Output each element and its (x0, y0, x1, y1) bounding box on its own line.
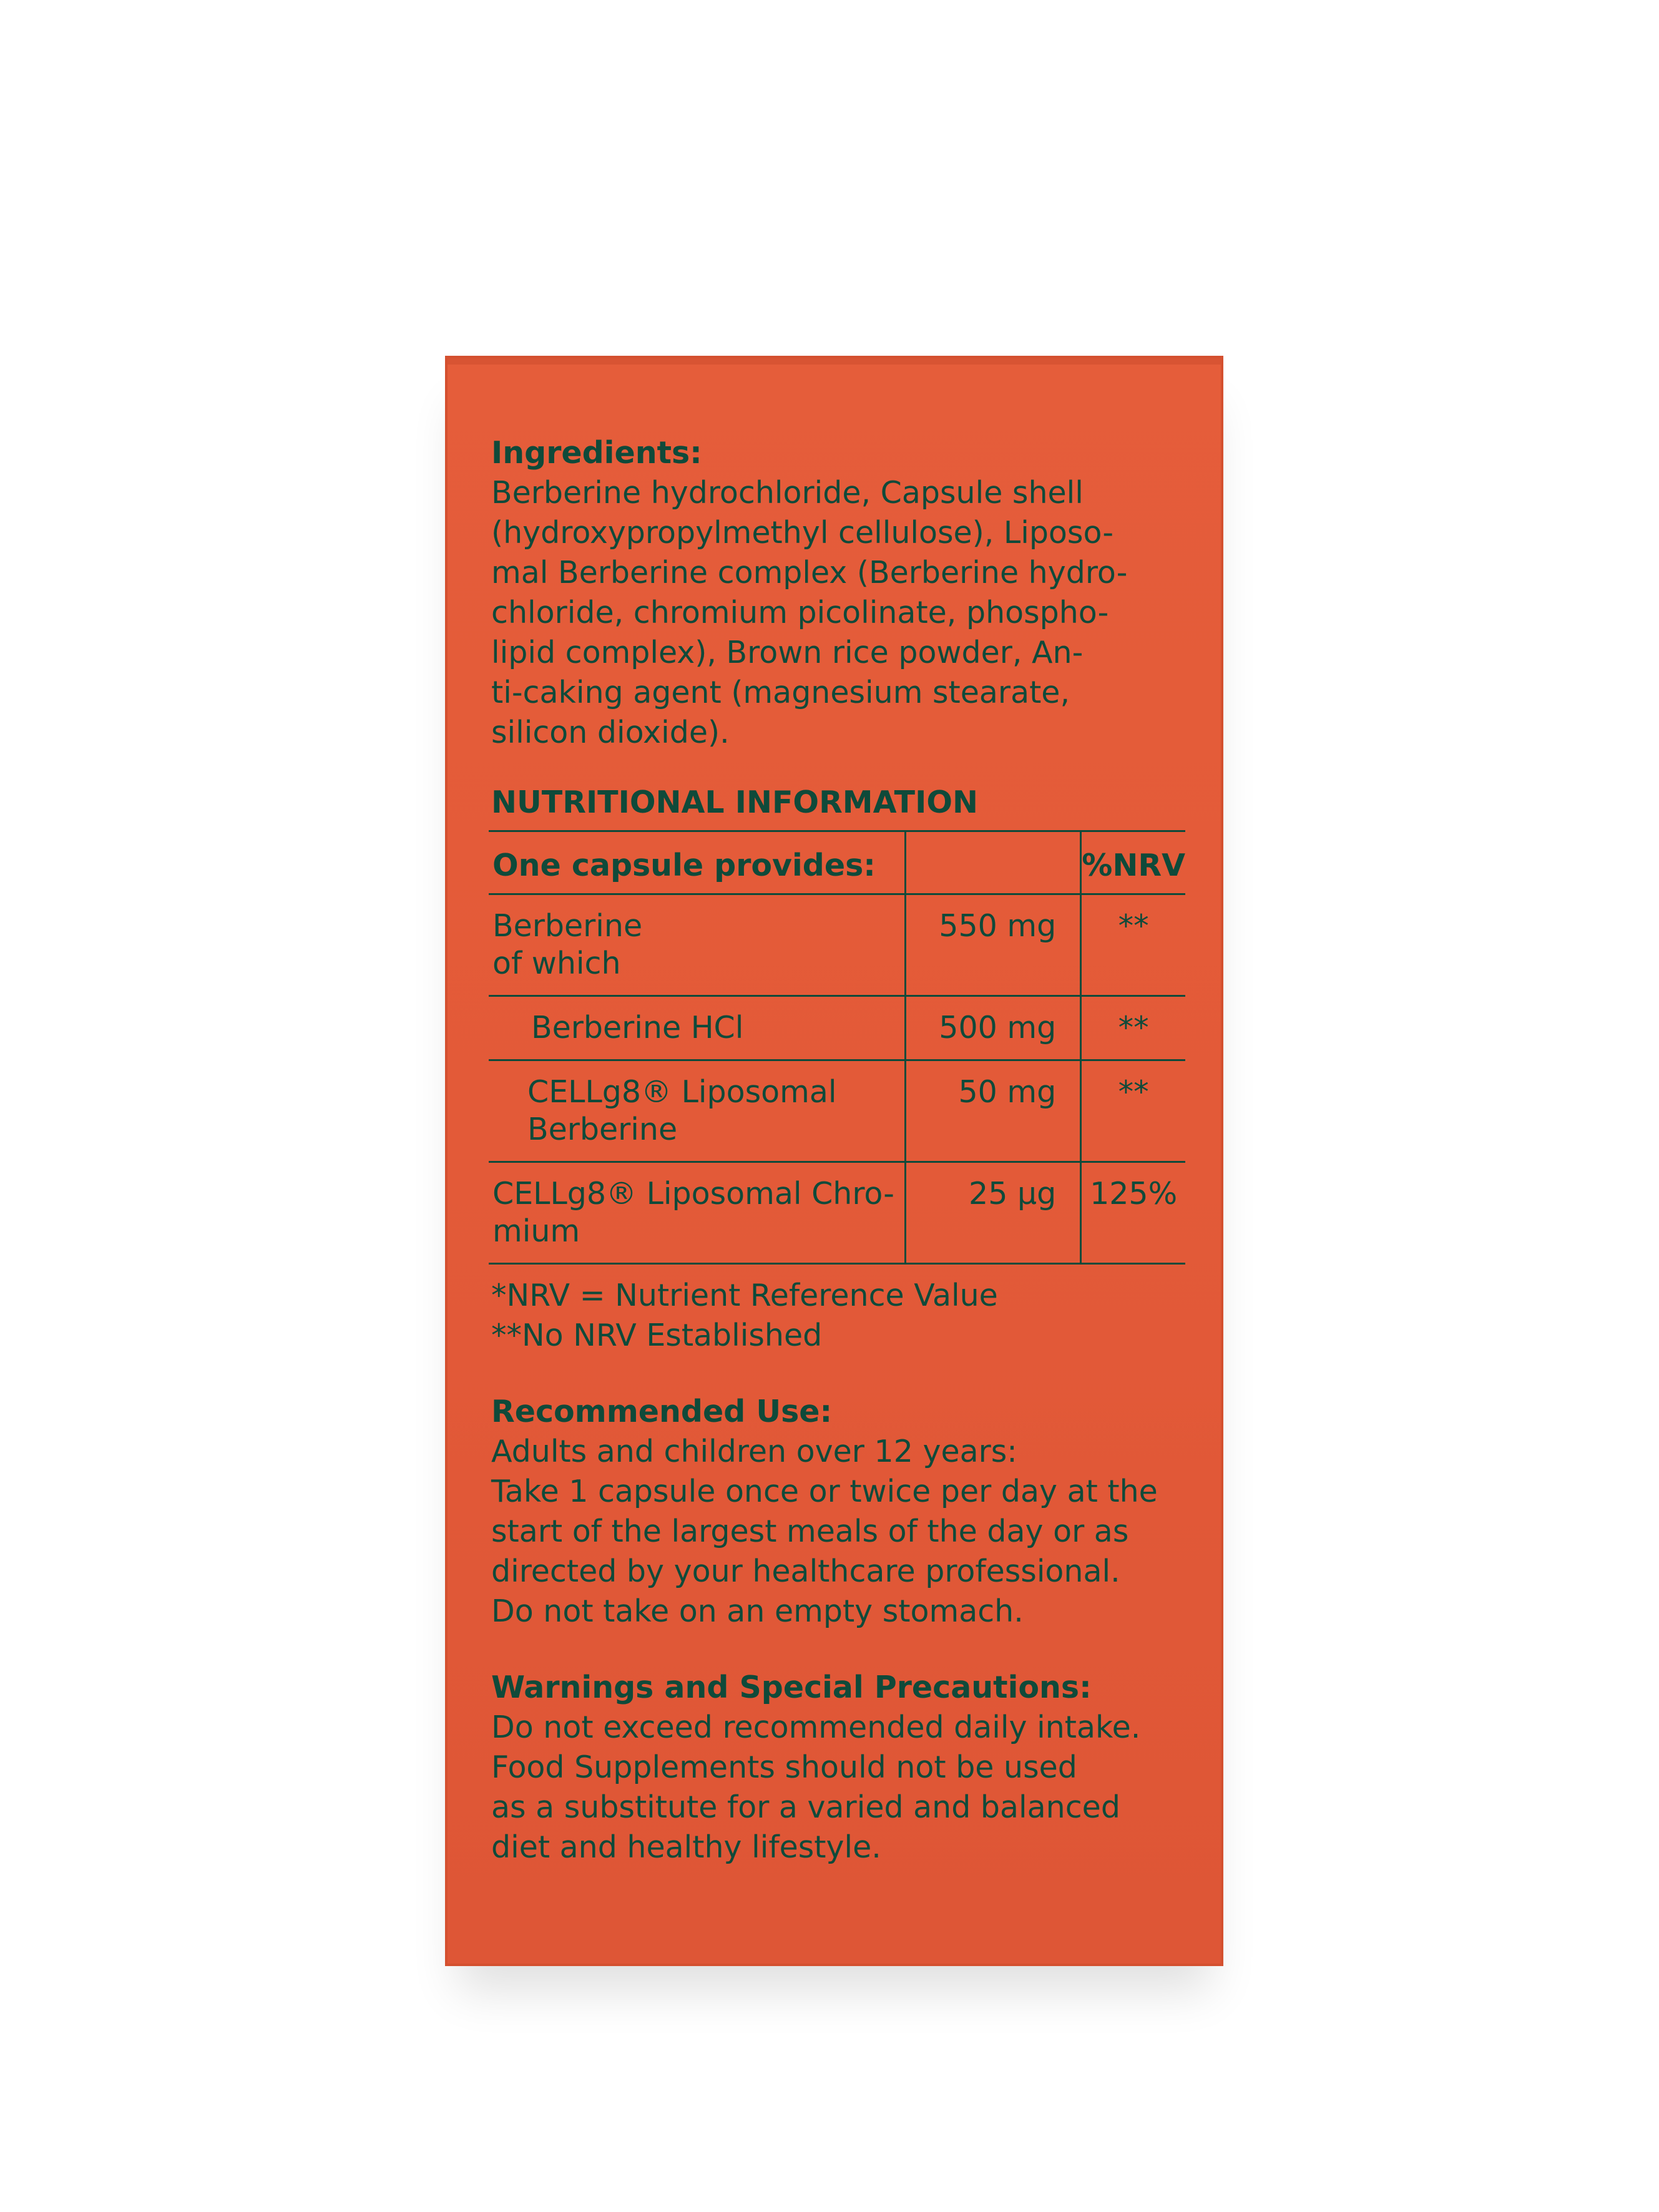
nutrient-nrv: 125% (1081, 1162, 1185, 1264)
header-col-amount (906, 831, 1081, 894)
warnings-section (491, 1668, 1190, 1867)
nutrient-amount: 50 mg (906, 1060, 1081, 1162)
warnings-heading: Warnings and Special Precautions: (491, 1670, 1092, 1705)
nutrient-name: Berberine HCl (489, 996, 906, 1060)
warnings-text: Do not exceed recommended daily intake. Food Supplements should not be used as a substitute for a varied and balanced diet and healthy lifestyle. (491, 1710, 1141, 1865)
footnote-no-nrv: **No NRV Established (491, 1318, 823, 1353)
header-col-nrv: %NRV (1081, 831, 1185, 894)
nutrition-footnotes (491, 1276, 1190, 1356)
recommended-use-section (491, 1392, 1190, 1632)
footnote-nrv: *NRV = Nutrient Reference Value (491, 1278, 998, 1313)
nutrient-amount: 550 mg (906, 894, 1081, 996)
table-row (489, 1162, 1185, 1264)
recommended-use-heading: Recommended Use: (491, 1394, 833, 1429)
ingredients-text: Berberine hydrochloride, Capsule shell (hydroxypropylmethyl cellulose), Liposo- mal Berberine complex (Berberine hydro- chloride, chromium picolinate, phospho- lipid complex), Brown rice powder, An- ti-caking agent (magnesium stearate, silicon dioxide). (491, 475, 1128, 750)
nutritional-info-title: NUTRITIONAL INFORMATION (491, 785, 979, 820)
nutrient-name: CELLg8® Liposomal Berberine (489, 1060, 906, 1162)
box-top-edge (448, 358, 1221, 365)
nutrient-name: Berberine of which (489, 894, 906, 996)
recommended-use-text: Adults and children over 12 years: Take 1 capsule once or twice per day at the start of the largest meals of the day or as directed by your healthcare professional. Do not take on an empty stomach. (491, 1434, 1158, 1629)
table-row (489, 1060, 1185, 1162)
header-col-provides: One capsule provides: (489, 831, 906, 894)
supplement-box-side-panel (445, 356, 1223, 1966)
table-row (489, 996, 1185, 1060)
nutrient-nrv: ** (1081, 996, 1185, 1060)
label-content (491, 433, 1190, 1867)
nutrient-nrv: ** (1081, 894, 1185, 996)
nutrient-amount: 500 mg (906, 996, 1081, 1060)
nutrition-table-header (489, 831, 1185, 894)
ingredients-section (491, 433, 1190, 753)
nutrition-table (489, 830, 1185, 1265)
nutrient-amount: 25 µg (906, 1162, 1081, 1264)
nutrient-nrv: ** (1081, 1060, 1185, 1162)
nutrient-name: CELLg8® Liposomal Chro- mium (489, 1162, 906, 1264)
ingredients-heading: Ingredients: (491, 435, 702, 471)
table-row (489, 894, 1185, 996)
